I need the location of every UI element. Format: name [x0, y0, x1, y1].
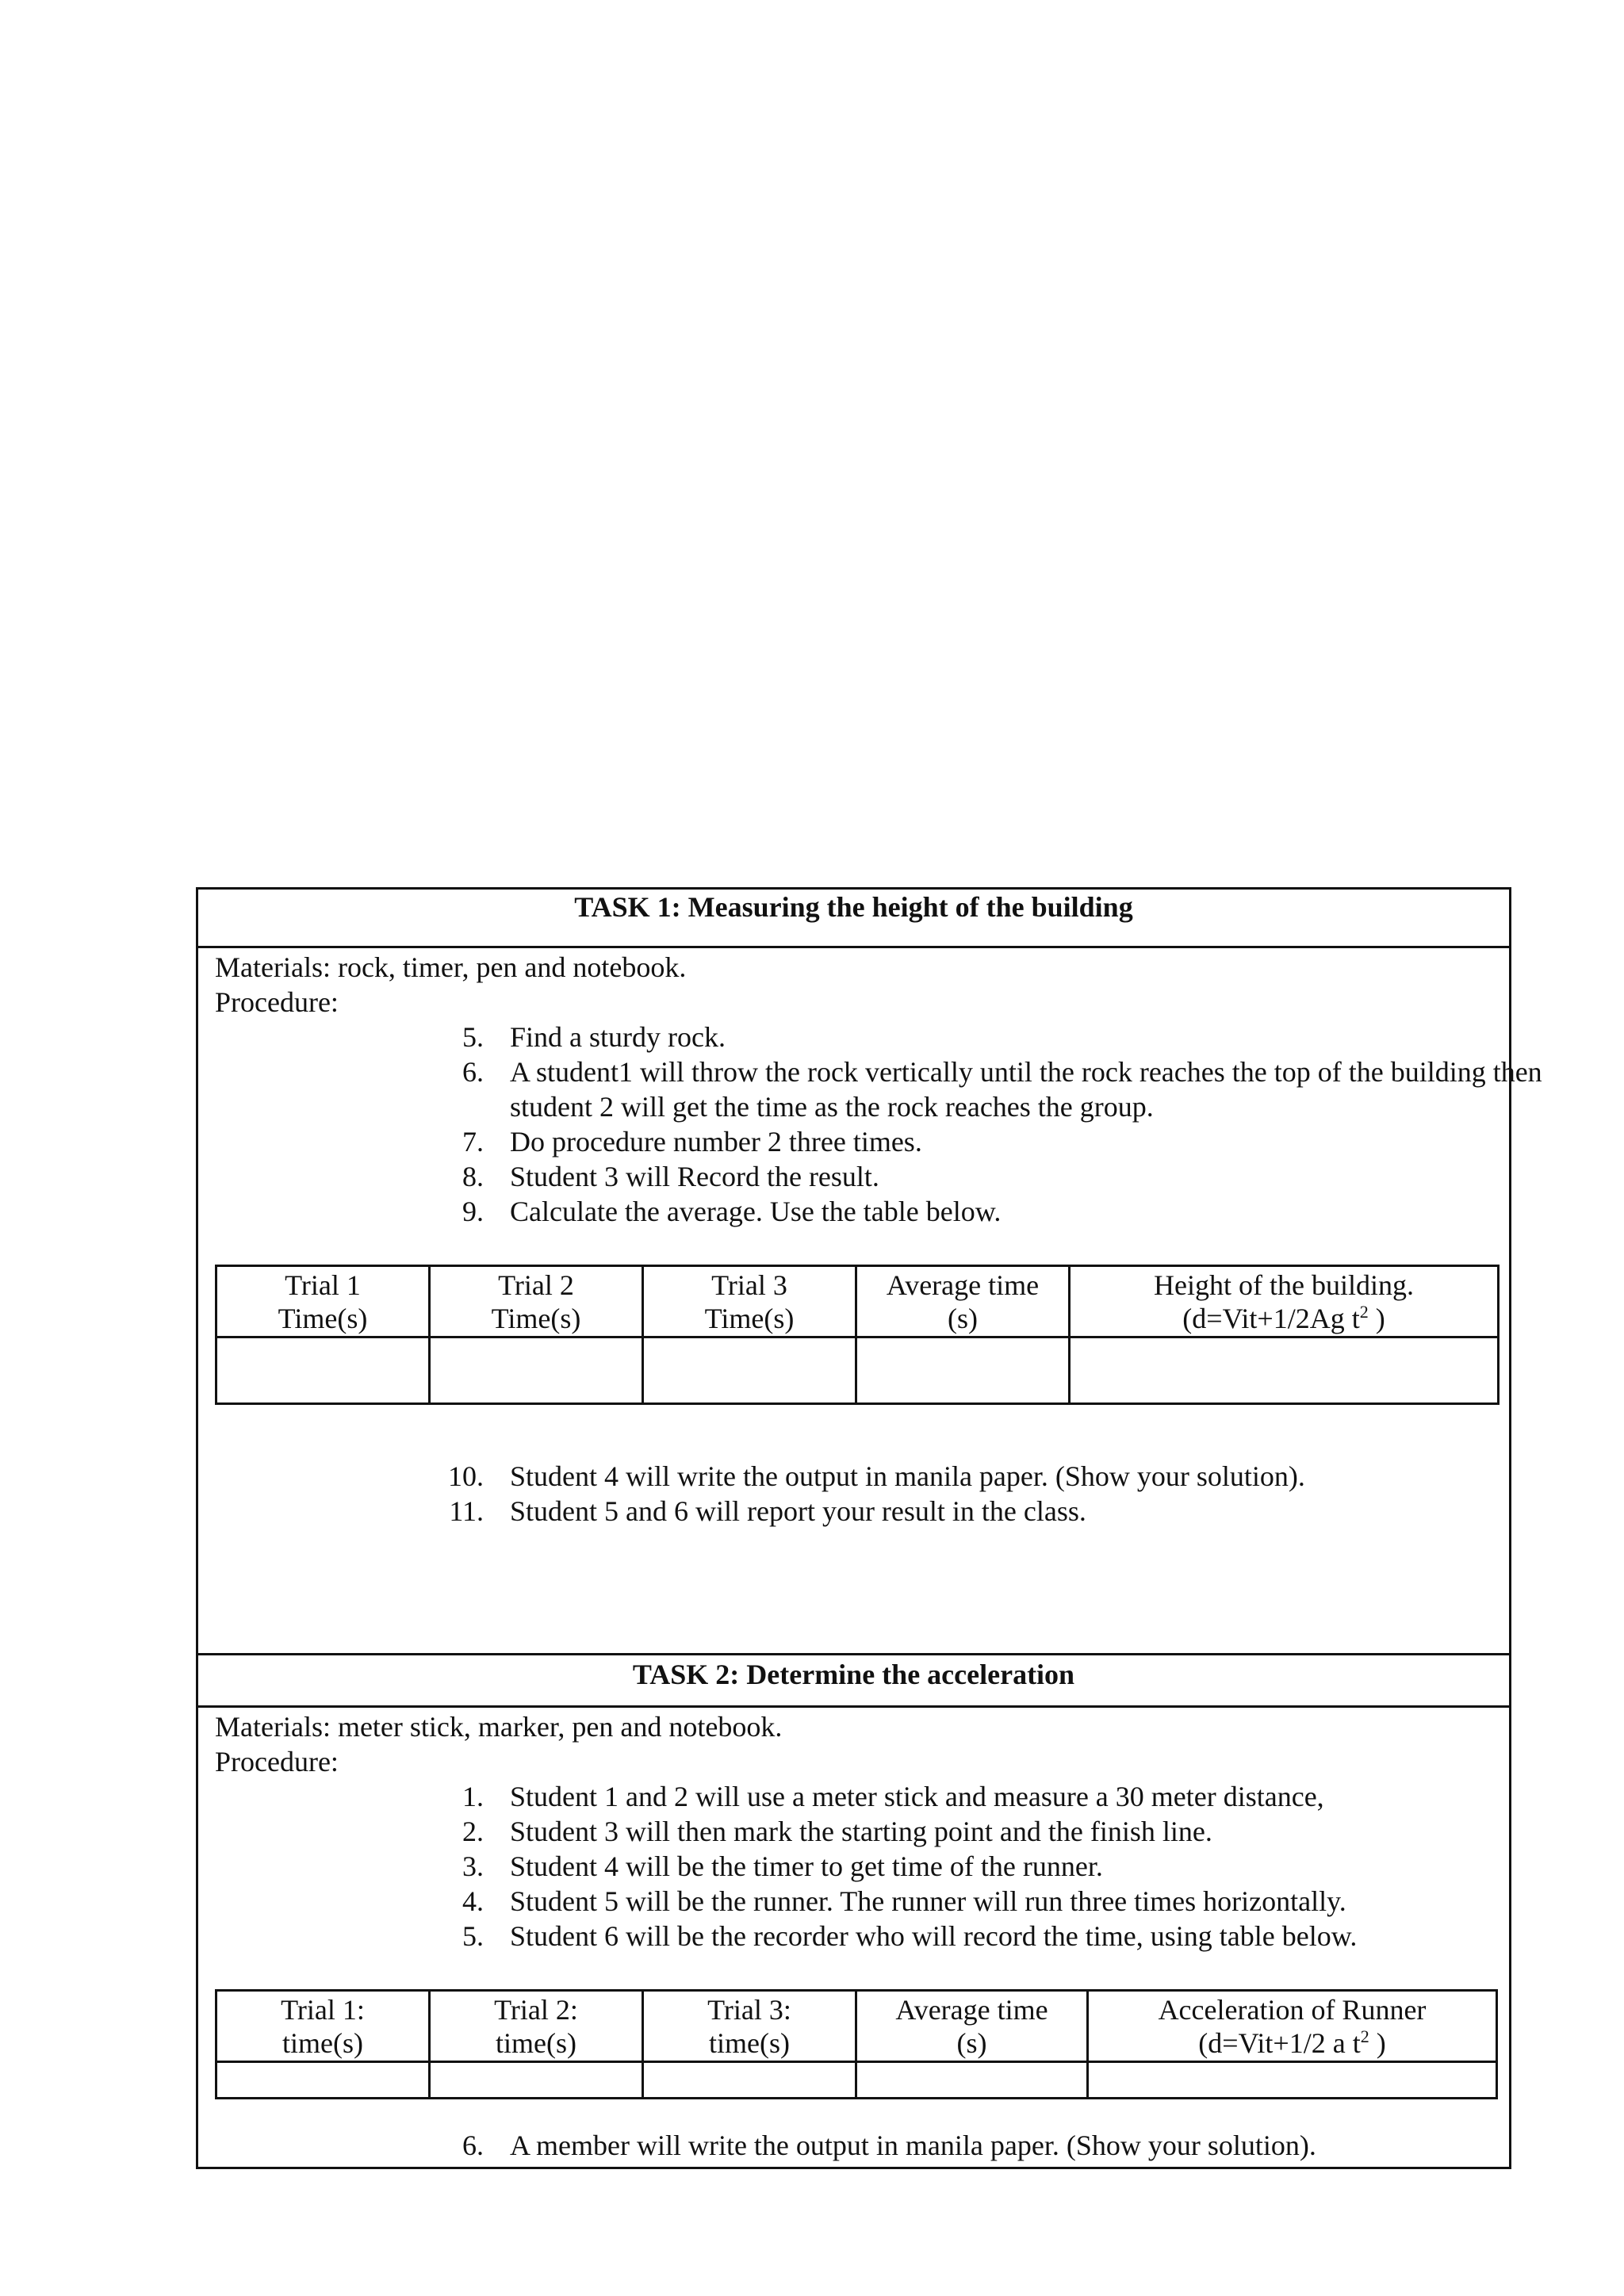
table-cell-empty[interactable]: [1070, 1337, 1499, 1404]
step-text: Student 6 will be the recorder who will record the time, using table below.: [510, 1920, 1358, 1952]
step-number: 3.: [462, 1850, 484, 1882]
table-row: [216, 1337, 1499, 1404]
step-text: Do procedure number 2 three times.: [510, 1126, 922, 1158]
step-text: Find a sturdy rock.: [510, 1021, 726, 1053]
task2-title-divider: [198, 1705, 1509, 1708]
table-header-cell: Average time (s): [856, 1991, 1088, 2062]
table-cell-empty[interactable]: [856, 2062, 1088, 2099]
table-header-row: [216, 1991, 1497, 2062]
step-text: Student 5 will be the runner. The runner will run three times horizontally.: [510, 1885, 1346, 1917]
step-number: 6.: [462, 1056, 484, 1088]
task2-title: TASK 2: Determine the acceleration: [632, 1659, 1075, 1690]
task1-materials: Materials: rock, timer, pen and notebook.: [215, 951, 687, 983]
table-cell-empty[interactable]: [216, 2062, 430, 2099]
task2-procedure-label: Procedure:: [215, 1746, 339, 1777]
step-number: 5.: [462, 1920, 484, 1952]
table-header-cell: Acceleration of Runner (d=Vit+1/2 a $t^2$ ): [1088, 1991, 1497, 2062]
table-header-cell: Trial 1 Time(s): [216, 1266, 430, 1337]
task1-data-table: [215, 1265, 1500, 1405]
step-number: 11.: [449, 1495, 484, 1527]
step-number: 5.: [462, 1021, 484, 1053]
table-cell-empty[interactable]: [856, 1337, 1070, 1404]
step-number: 2.: [462, 1816, 484, 1847]
step-text: A student1 will throw the rock vertically until the rock reaches the top of the building then: [510, 1056, 1542, 1088]
table-header-cell: Trial 2: time(s): [430, 1991, 643, 2062]
step-number: 4.: [462, 1885, 484, 1917]
step-text: Student 1 and 2 will use a meter stick and measure a 30 meter distance,: [510, 1781, 1324, 1812]
table-cell-empty[interactable]: [430, 1337, 643, 1404]
table-header-cell: Average time (s): [856, 1266, 1070, 1337]
step-text: Student 4 will write the output in manila paper. (Show your solution).: [510, 1460, 1305, 1492]
table-header-row: [216, 1266, 1499, 1337]
task2-data-table: [215, 1989, 1498, 2099]
step-text: Student 3 will then mark the starting point and the finish line.: [510, 1816, 1212, 1847]
table-row: [216, 2062, 1497, 2099]
table-cell-empty[interactable]: [1088, 2062, 1497, 2099]
step-text: Student 3 will Record the result.: [510, 1161, 879, 1192]
table-header-cell: Trial 1: time(s): [216, 1991, 430, 2062]
step-text: Student 4 will be the timer to get time of the runner.: [510, 1850, 1103, 1882]
task1-procedure-label: Procedure:: [215, 986, 339, 1018]
step-number: 1.: [462, 1781, 484, 1812]
step-text: A member will write the output in manila paper. (Show your solution).: [510, 2130, 1316, 2161]
table-cell-empty[interactable]: [643, 1337, 856, 1404]
task1-title-divider: [198, 946, 1509, 948]
step-number: 8.: [462, 1161, 484, 1192]
table-header-cell: Trial 3: time(s): [643, 1991, 856, 2062]
step-text-continued: student 2 will get the time as the rock reaches the group.: [510, 1091, 1154, 1123]
table-header-cell: Height of the building. (d=Vit+1/2Ag $t^2$ ): [1070, 1266, 1499, 1337]
table-header-cell: Trial 3 Time(s): [643, 1266, 856, 1337]
table-cell-empty[interactable]: [643, 2062, 856, 2099]
step-number: 9.: [462, 1196, 484, 1227]
task2-materials: Materials: meter stick, marker, pen and notebook.: [215, 1711, 783, 1743]
step-text: Student 5 and 6 will report your result in the class.: [510, 1495, 1086, 1527]
step-number: 6.: [462, 2130, 484, 2161]
table-cell-empty[interactable]: [216, 1337, 430, 1404]
worksheet-frame: [196, 887, 1542, 2169]
step-number: 10.: [448, 1460, 484, 1492]
table-cell-empty[interactable]: [430, 2062, 643, 2099]
task1-title: TASK 1: Measuring the height of the building: [574, 891, 1133, 923]
step-number: 7.: [462, 1126, 484, 1158]
task2-top-divider: [198, 1653, 1509, 1655]
step-text: Calculate the average. Use the table below.: [510, 1196, 1002, 1227]
table-header-cell: Trial 2 Time(s): [430, 1266, 643, 1337]
